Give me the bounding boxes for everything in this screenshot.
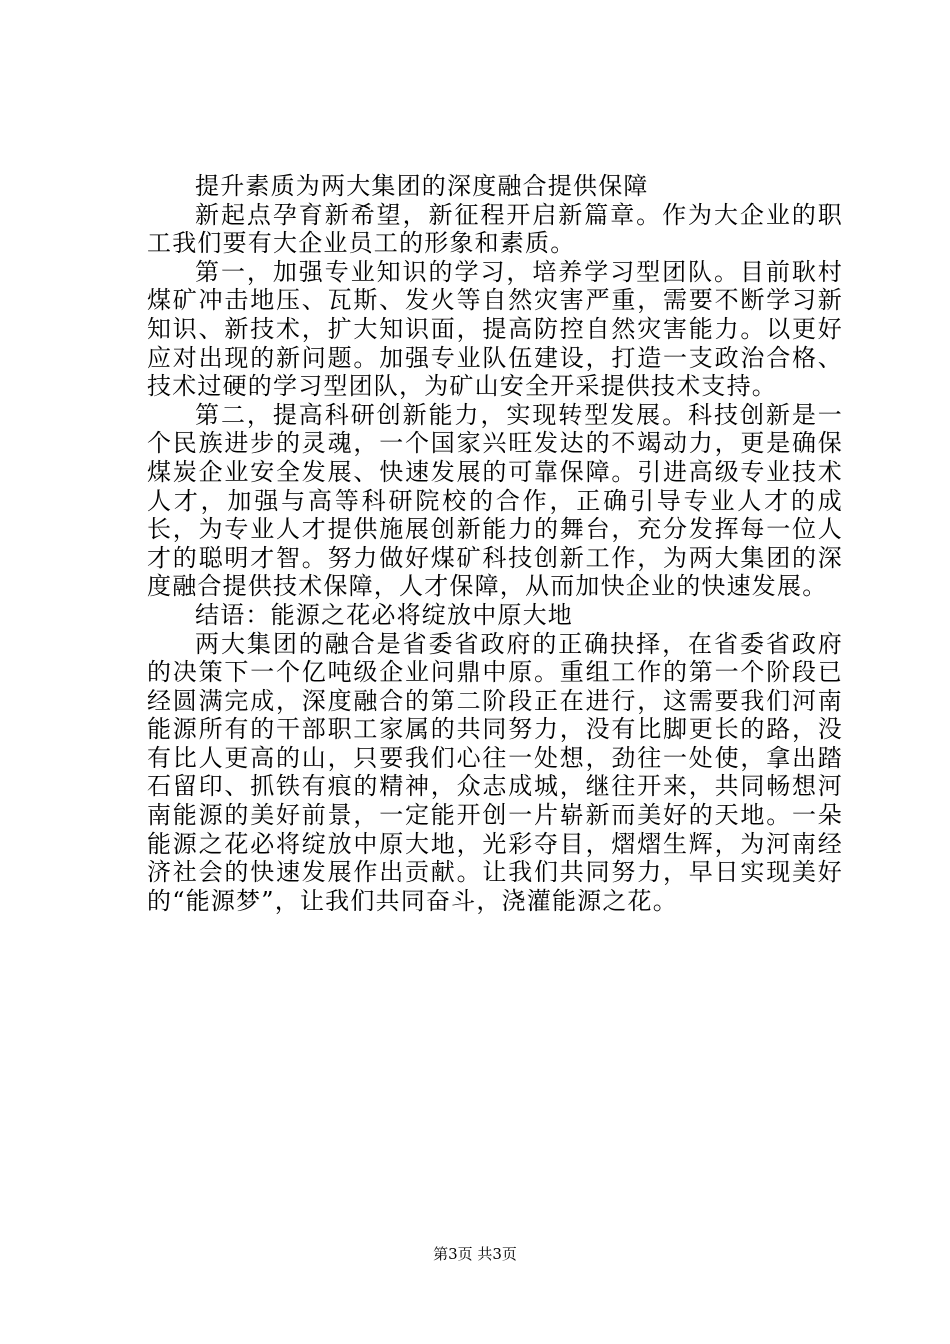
paragraph-first-point: 第一，加强专业知识的学习，培养学习型团队。目前耿村煤矿冲击地压、瓦斯、发火等自然灾害严重，需要不断学习新知识、新技术，扩大知识面，提高防控自然灾害能力。以更好应对出现的新问题。加强专业队伍建设，打造一支政治合格、技术过硬的学习型团队，为矿山安全开采提供技术支持。 [147,257,843,401]
section-heading-conclusion: 结语：能源之花必将绽放中原大地 [195,600,573,629]
paragraph-intro: 新起点孕育新希望，新征程开启新篇章。作为大企业的职工我们要有大企业员工的形象和素质。 [147,200,843,258]
document-body [147,172,843,915]
page-footer: 第3页 共3页 [433,1245,517,1263]
paragraph-conclusion: 两大集团的融合是省委省政府的正确抉择，在省委省政府的决策下一个亿吨级企业问鼎中原。重组工作的第一个阶段已经圆满完成，深度融合的第二阶段正在进行，这需要我们河南能源所有的干部职工家属的共同努力，没有比脚更长的路，没有比人更高的山，只要我们心往一处想，劲往一处使，拿出踏石留印、抓铁有痕的精神，众志成城，继往开来，共同畅想河南能源的美好前景，一定能开创一片崭新而美好的天地。一朵能源之花必将绽放中原大地，光彩夺目，熠熠生辉，为河南经济社会的快速发展作出贡献。让我们共同努力，早日实现美好的“能源梦”，让我们共同奋斗，浇灌能源之花。 [147,629,843,915]
paragraph-second-point: 第二，提高科研创新能力，实现转型发展。科技创新是一个民族进步的灵魂，一个国家兴旺发达的不竭动力，更是确保煤炭企业安全发展、快速发展的可靠保障。引进高级专业技术人才，加强与高等科研院校的合作，正确引导专业人才的成长，为专业人才提供施展创新能力的舞台，充分发挥每一位人才的聪明才智。努力做好煤矿科技创新工作，为两大集团的深度融合提供技术保障，人才保障，从而加快企业的快速发展。 [147,400,843,601]
section-heading-quality: 提升素质为两大集团的深度融合提供保障 [195,172,649,200]
